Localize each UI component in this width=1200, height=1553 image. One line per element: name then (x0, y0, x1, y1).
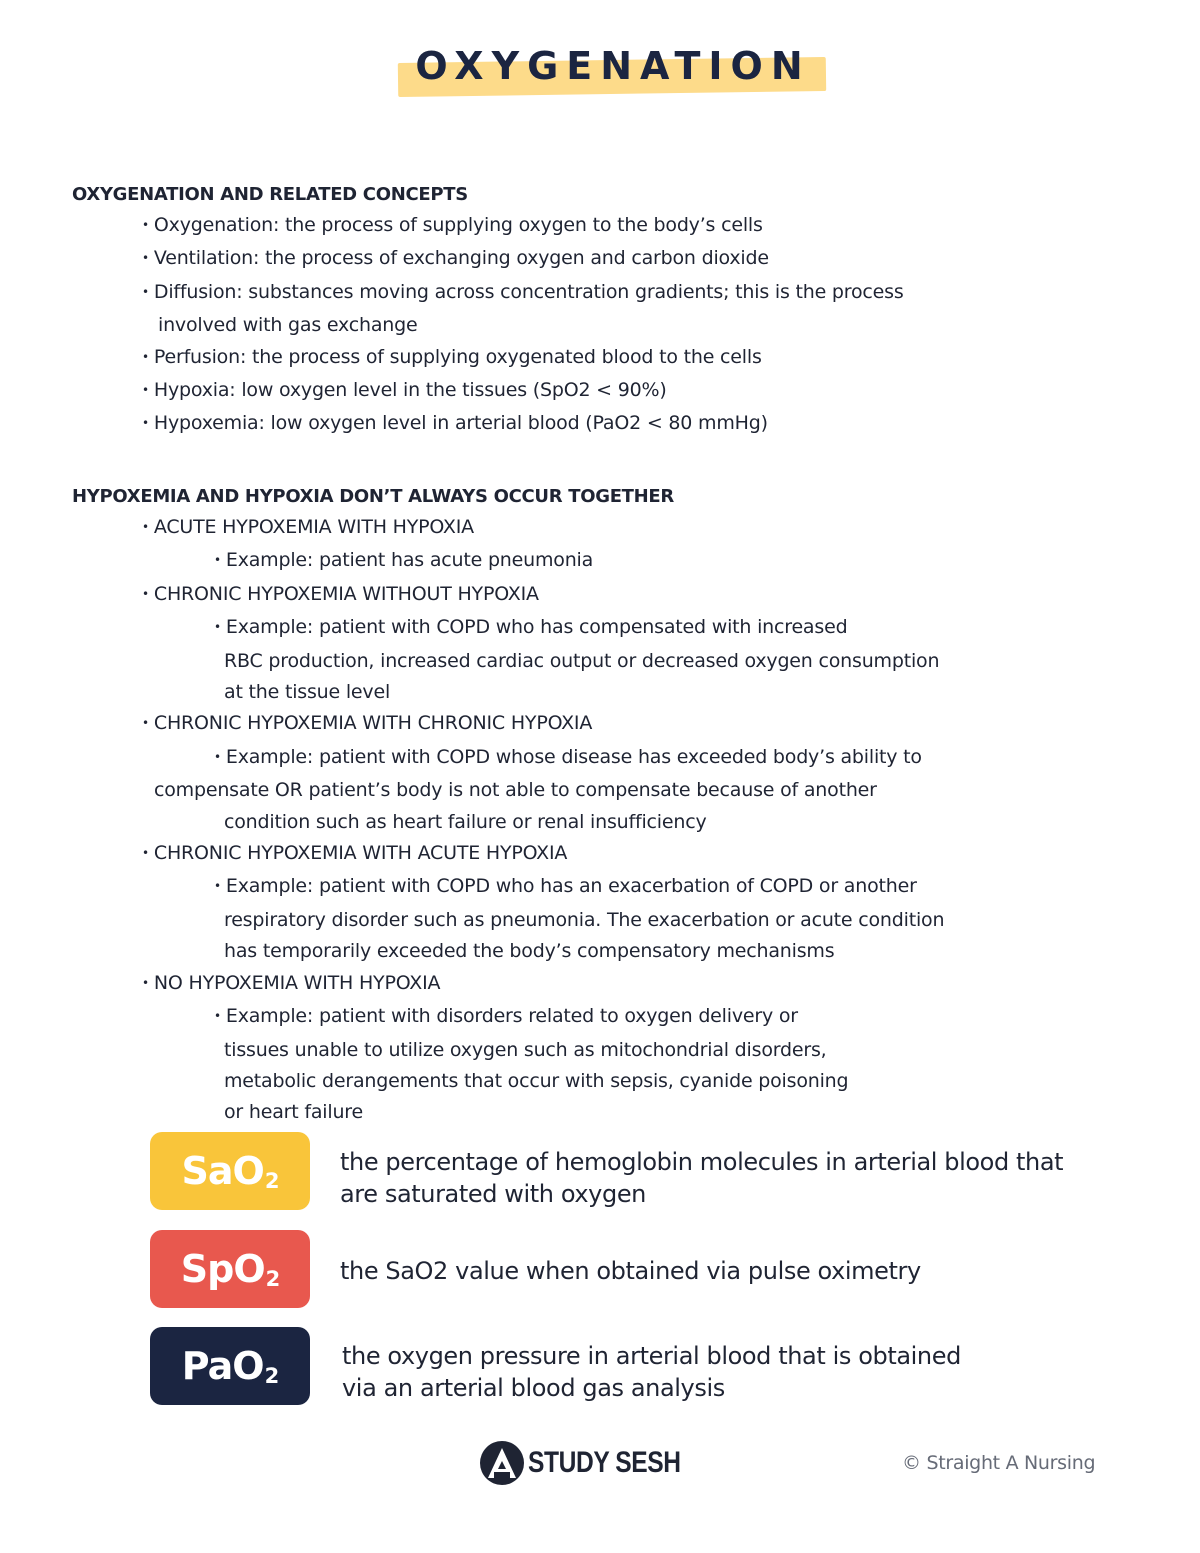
section-heading: OXYGENATION AND RELATED CONCEPTS (72, 184, 468, 205)
list-subitem-continuation: condition such as heart failure or renal insufficiency (224, 810, 707, 833)
section-heading: HYPOXEMIA AND HYPOXIA DON’T ALWAYS OCCUR TOGETHER (72, 486, 674, 507)
bullet-icon: • (142, 520, 149, 534)
list-item: • CHRONIC HYPOXEMIA WITHOUT HYPOXIA (142, 582, 539, 605)
list-subitem: • Example: patient with disorders related to oxygen delivery or (214, 1005, 798, 1028)
bullet-icon: • (214, 749, 221, 764)
bullet-icon: • (214, 620, 221, 635)
list-subitem-continuation: metabolic derangements that occur with sepsis, cyanide poisoning (224, 1069, 849, 1092)
bullet-icon: • (214, 879, 221, 894)
bullet-icon: • (142, 846, 149, 861)
page-title: OXYGENATION (415, 44, 811, 88)
definition-pao2 (150, 1327, 1150, 1407)
list-item: • Hypoxemia: low oxygen level in arterial blood (PaO2 < 80 mmHg) (142, 412, 768, 435)
list-item: • NO HYPOXEMIA WITH HYPOXIA (142, 971, 441, 994)
bullet-icon: • (142, 586, 149, 601)
definition-sao2 (150, 1132, 1150, 1212)
list-item: • CHRONIC HYPOXEMIA WITH ACUTE HYPOXIA (142, 842, 568, 865)
bullet-icon: • (142, 218, 149, 232)
list-subitem-continuation: tissues unable to utilize oxygen such as mitochondrial disorders, (224, 1038, 827, 1061)
bullet-icon: • (142, 416, 149, 431)
list-subitem-continuation: compensate OR patient’s body is not able to compensate because of another (154, 779, 877, 802)
list-subitem: • Example: patient has acute pneumonia (214, 549, 594, 572)
list-subitem: • Example: patient with COPD who has compensated with increased (214, 616, 848, 639)
bullet-icon: • (142, 383, 149, 398)
list-item: • Hypoxia: low oxygen level in the tissues (SpO2 < 90%) (142, 379, 667, 402)
list-item: • Ventilation: the process of exchanging oxygen and carbon dioxide (142, 247, 769, 270)
spo2-definition: the SaO2 value when obtained via pulse oximetry (340, 1257, 921, 1285)
definition-spo2 (150, 1230, 1150, 1310)
list-item: • Perfusion: the process of supplying oxygenated blood to the cells (142, 345, 762, 368)
list-subitem-continuation: or heart failure (224, 1101, 363, 1124)
list-item: • CHRONIC HYPOXEMIA WITH CHRONIC HYPOXIA (142, 712, 593, 735)
list-item: • Diffusion: substances moving across concentration gradients; this is the process (142, 280, 904, 303)
list-subitem-continuation: respiratory disorder such as pneumonia. The exacerbation or acute condition (224, 908, 945, 931)
list-subitem: • Example: patient with COPD whose disease has exceeded body’s ability to (214, 745, 922, 768)
bullet-icon: • (142, 349, 149, 364)
page-title-block (398, 44, 828, 96)
copyright-text: © Straight A Nursing (902, 1452, 1096, 1474)
logo-a-icon (480, 1441, 524, 1485)
sao2-definition: the percentage of hemoglobin molecules in arterial blood that are saturated with oxygen (340, 1148, 1064, 1208)
pao2-badge: PaO $_2$ (150, 1327, 310, 1405)
bullet-icon: • (142, 975, 149, 990)
spo2-badge: SpO $_2$ (150, 1230, 310, 1308)
list-subitem-continuation: has temporarily exceeded the body’s compensatory mechanisms (224, 940, 835, 963)
bullet-icon: • (214, 1009, 221, 1024)
list-subitem: • Example: patient with COPD who has an exacerbation of COPD or another (214, 875, 917, 898)
list-item: • Oxygenation: the process of supplying oxygen to the body’s cells (142, 214, 763, 236)
list-item-continuation: involved with gas exchange (158, 314, 418, 337)
bullet-icon: • (214, 553, 221, 568)
study-sesh-logo (480, 1438, 714, 1488)
list-item: • ACUTE HYPOXEMIA WITH HYPOXIA (142, 516, 474, 538)
logo-text: STUDY SESH (528, 1446, 681, 1479)
list-subitem-continuation: RBC production, increased cardiac output or decreased oxygen consumption (224, 649, 940, 672)
bullet-icon: • (142, 284, 149, 299)
list-subitem-continuation: at the tissue level (224, 681, 391, 704)
pao2-definition: the oxygen pressure in arterial blood that is obtained via an arterial blood gas analysis (342, 1342, 961, 1402)
section-related-concepts (72, 180, 1152, 442)
bullet-icon: • (142, 716, 149, 731)
section-hypoxemia-hypoxia (72, 482, 1152, 1129)
bullet-icon: • (142, 251, 149, 266)
sao2-badge: SaO $_2$ (150, 1132, 310, 1210)
